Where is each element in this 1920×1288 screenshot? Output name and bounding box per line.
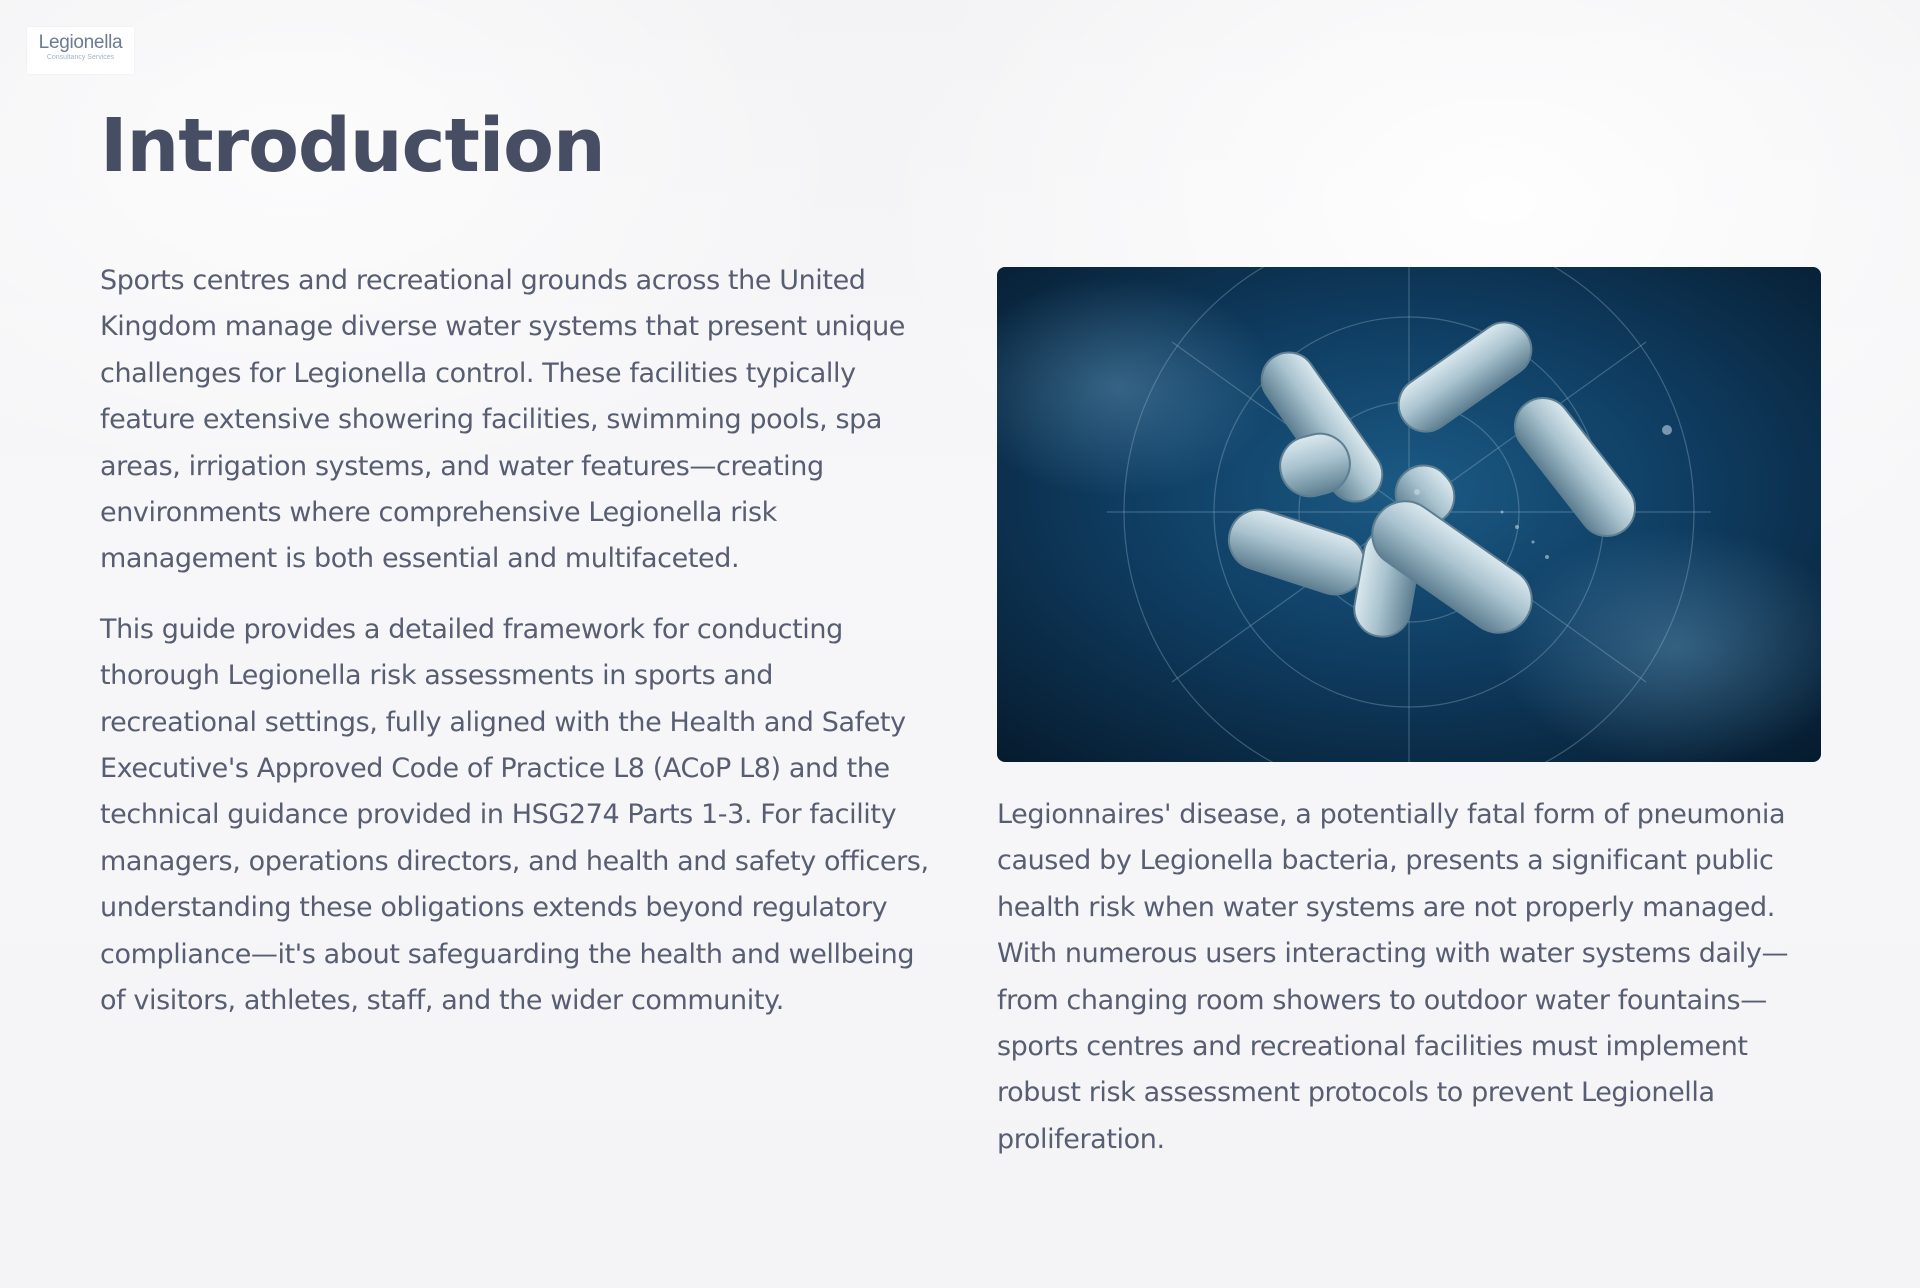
legionella-bacteria-image — [997, 267, 1821, 762]
right-column — [997, 792, 1827, 1187]
intro-paragraph-1: Sports centres and recreational grounds across the United Kingdom manage diverse water systems that present unique challenges for Legionella control. These facilities typically feature extensive showering facilities, swimming pools, spa areas, irrigation systems, and water features—creating environments where comprehensive Legionella risk management is both essential and multifaceted. — [100, 265, 906, 575]
intro-paragraph-2: This guide provides a detailed framework for conducting thorough Legionella risk assessments in sports and recreational settings, fully aligned with the Health and Safety Executive's Approved Code of Practice L8 (ACoP L8) and the technical guidance provided in HSG274 Parts 1-3. For facility managers, operations directors, and health and safety officers, understanding these obligations extends beyond regulatory compliance—it's about safeguarding the health and wellbeing of visitors, athletes, staff, and the wider community. — [100, 613, 929, 1017]
company-logo — [27, 27, 134, 74]
logo-tagline: Consultancy Services — [46, 54, 115, 61]
logo-name: Legionella — [38, 32, 123, 53]
page-title: Introduction — [100, 103, 605, 189]
bacteria-illustration — [997, 267, 1821, 762]
legionnaires-paragraph: Legionnaires' disease, a potentially fatal form of pneumonia caused by Legionella bacteria, presents a significant public health risk when water systems are not properly managed. With numerous users interacting with water systems daily—from changing room showers to outdoor water fountains—sports centres and recreational facilities must implement robust risk assessment protocols to prevent Legionella proliferation. — [997, 799, 1789, 1155]
left-column — [100, 258, 930, 1049]
